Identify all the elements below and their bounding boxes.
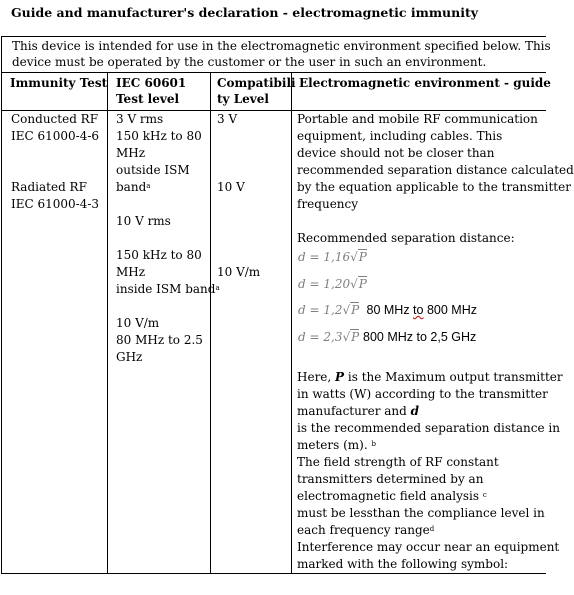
guide-line: [297, 369, 563, 386]
formula-4-radicand: P: [351, 330, 360, 344]
test-level-line: 150 kHz to 80: [116, 129, 202, 143]
distance-symbol: d: [410, 404, 420, 418]
range-start: 80 MHz: [366, 303, 414, 317]
compliance-level: 10 V: [217, 180, 245, 194]
test-conducted-standard: IEC 61000-4-6: [11, 129, 100, 143]
guide-line: The field strength of RF constant: [297, 455, 499, 469]
header-iec-test-level-2: Test level: [116, 92, 180, 106]
compliance-level: 3 V: [217, 112, 238, 126]
guide-line: equipment, including cables. This: [297, 129, 503, 143]
analysis-text: electromagnetic field analysis: [297, 489, 483, 503]
test-level-line: outside ISM: [116, 163, 190, 177]
header-immunity-test: Immunity Test: [10, 76, 108, 90]
footnote-a: a: [215, 284, 220, 292]
header-compatibility-2: ty Level: [217, 92, 269, 106]
guide-line: by the equation applicable to the transmitter: [297, 180, 571, 194]
test-level-line: 150 kHz to 80: [116, 248, 202, 262]
header-em-environment: Electromagnetic environment - guide: [299, 76, 551, 90]
test-level-line: GHz: [116, 350, 143, 364]
power-symbol: P: [335, 370, 345, 384]
here-text: Here,: [297, 370, 336, 384]
test-radiated-standard: IEC 61000-4-3: [11, 197, 100, 211]
col-divider-3: [291, 72, 292, 574]
footnote-b: b: [371, 440, 376, 448]
test-level-line: MHz: [116, 146, 146, 160]
footnote-d: d: [429, 525, 435, 533]
table-bottom-border: [1, 573, 546, 574]
formula-4: [298, 329, 476, 346]
sqrt-icon: √: [350, 277, 358, 291]
col-divider-1: [107, 72, 108, 574]
sqrt-icon: √: [342, 303, 351, 317]
formula-1-prefix: d = 1,16: [298, 250, 351, 264]
guide-line: must be lessthan the compliance level in: [297, 506, 545, 520]
test-level-line: MHz: [116, 265, 146, 279]
sqrt-icon: √: [350, 250, 358, 264]
inside-ism-text: inside ISM band: [116, 282, 216, 296]
test-level-line: 10 V rms: [116, 214, 171, 228]
left-border: [1, 36, 2, 574]
range-end: 800 MHz: [423, 303, 477, 317]
formula-1: [298, 249, 367, 266]
meters-text: meters (m).: [297, 438, 372, 452]
guide-line: frequency: [297, 197, 359, 211]
test-level-line: [116, 281, 220, 298]
test-level-line: 10 V/m: [116, 316, 160, 330]
title-divider: [1, 36, 546, 37]
test-level-line: [116, 179, 150, 196]
guide-line: marked with the following symbol:: [297, 557, 509, 571]
guide-line: Portable and mobile RF communication: [297, 112, 538, 126]
test-level-line: 80 MHz to 2.5: [116, 333, 203, 347]
test-level-line: 3 V rms: [116, 112, 164, 126]
recommended-distance-label: Recommended separation distance:: [297, 231, 515, 245]
header-iec-test-level-1: IEC 60601: [116, 76, 187, 90]
formula-2-prefix: d = 1,20: [298, 277, 351, 291]
power-description: is the Maximum output transmitter: [344, 370, 563, 384]
formula-4-range: 800 MHz to 2,5 GHz: [363, 330, 477, 344]
formula-2: [298, 276, 367, 293]
intro-line-2: device must be operated by the customer or the user in such an environment.: [12, 55, 487, 69]
sqrt-icon: √: [342, 330, 351, 344]
guide-line: [297, 522, 434, 539]
guide-line: [297, 403, 419, 420]
formula-2-radicand: P: [358, 277, 367, 291]
manufacturer-text: manufacturer and: [297, 404, 411, 418]
guide-line: Interference may occur near an equipment: [297, 540, 560, 554]
intro-line-1: This device is intended for use in the electromagnetic environment specified below. This: [12, 39, 551, 53]
formula-3-radicand: P: [351, 303, 360, 317]
guide-line: transmitters determined by an: [297, 472, 484, 486]
test-conducted-rf: Conducted RF: [11, 112, 99, 126]
formula-1-radicand: P: [358, 250, 367, 264]
frequency-range-text: each frequency range: [297, 523, 430, 537]
guide-line: is the recommended separation distance in: [297, 421, 560, 435]
formula-3-prefix: d = 1,2: [298, 303, 343, 317]
guide-line: in watts (W) according to the transmitter: [297, 387, 548, 401]
guide-line: [297, 488, 487, 505]
range-to: to: [413, 303, 424, 317]
guide-line: device should not be closer than: [297, 146, 495, 160]
col-divider-2: [210, 72, 211, 574]
test-radiated-rf: Radiated RF: [11, 180, 87, 194]
formula-3: [298, 302, 477, 319]
formula-3-range: [363, 303, 477, 317]
footnote-c: c: [482, 491, 487, 499]
intro-bottom-border: [1, 72, 546, 73]
guide-line: [297, 437, 376, 454]
document-title: Guide and manufacturer's declaration - electromagnetic immunity: [11, 5, 479, 20]
compliance-level: 10 V/m: [217, 265, 261, 279]
guide-line: recommended separation distance calculated: [297, 163, 574, 177]
header-compatibility-1: Compatibili: [217, 76, 296, 90]
footnote-a: a: [146, 182, 151, 190]
formula-4-prefix: d = 2,3: [298, 330, 343, 344]
band-text: band: [116, 180, 147, 194]
